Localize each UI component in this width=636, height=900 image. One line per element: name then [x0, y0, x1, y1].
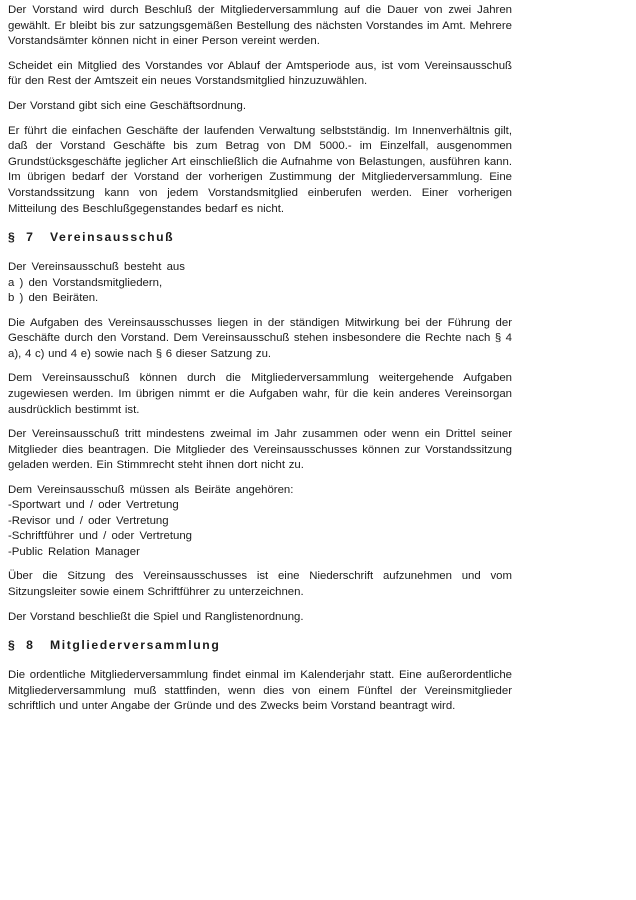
paragraph-weitergehende-aufgaben: Dem Vereinsausschuß können durch die Mitgliederversammlung weitergehende Aufgaben zugewiesen werden. Im übrigen nimmt er die Aufgaben wahr, für die kein anderes Vereinsorgan ausdrücklich bestimmt ist. — [8, 372, 512, 416]
list-line: -Sportwart und / oder Vertretung — [8, 499, 179, 512]
list-line: -Public Relation Manager — [8, 545, 140, 558]
section-number: § 8 — [8, 638, 34, 653]
list-line: -Revisor und / oder Vertretung — [8, 514, 169, 527]
paragraph-aufgaben-vereinsausschuss: Die Aufgaben des Vereinsausschusses liegen in der ständigen Mitwirkung bei der Führung der Geschäfte durch den Vorstand. Dem Vereinsausschuß stehen insbesondere die Rechte nach § 4 a), 4 c) und 4 e) sowie nach § 6 dieser Satzung zu. — [8, 316, 512, 360]
list-line: -Schriftführer und / oder Vertretung — [8, 530, 193, 543]
list-vereinsausschuss-besteht — [8, 260, 512, 307]
paragraph-vorstand-ausscheiden: Scheidet ein Mitglied des Vorstandes vor Ablauf der Amtsperiode aus, ist vom Vereinsausschuß für den Rest der Amtszeit ein neues Vorstandsmitglied hinzuzuwählen. — [8, 59, 512, 88]
list-line: a ) den Vorstandsmitgliedern, — [8, 276, 163, 289]
section-number: § 7 — [8, 230, 34, 245]
list-line: b ) den Beiräten. — [8, 292, 99, 305]
paragraph-mitgliederversammlung: Die ordentliche Mitgliederversammlung findet einmal im Kalenderjahr statt. Eine außerordentliche Mitgliederversammlung muß stattfinden, wenn dies von einem Fünftel der Vereinsmitglieder schriftlich und unter Angabe der Gründe und des Zwecks beim Vorstand beantragt wird. — [8, 669, 512, 713]
paragraph-laufende-verwaltung: Er führt die einfachen Geschäfte der laufenden Verwaltung selbstständig. Im Innenverhältnis gilt, daß der Vorstand Geschäfte bis zum Betrag von DM 5000.- im Einzelfall, ausgenommen Grundstücksgeschäfte jeglicher Art einschließlich die Aufnahme von Belastungen, ausführen kann. Im übrigen bedarf der Vorstand der vorherigen Zustimmung der Mitgliederversammlung. Eine Vorstandssitzung kann von jedem Vorstandsmitglied einberufen werden. Einer vorherigen Mitteilung des Beschlußgegenstandes bedarf es nicht. — [8, 124, 512, 215]
paragraph-geschaeftsordnung: Der Vorstand gibt sich eine Geschäftsordnung. — [8, 99, 247, 112]
section-heading-7 — [8, 230, 512, 244]
list-line: Der Vereinsausschuß besteht aus — [8, 261, 185, 274]
section-title: Mitgliederversammlung — [49, 638, 221, 653]
list-beiraete — [8, 483, 512, 561]
paragraph-spielordnung: Der Vorstand beschließt die Spiel und Ranglistenordnung. — [8, 610, 304, 623]
section-heading-8 — [8, 638, 512, 652]
paragraph-niederschrift: Über die Sitzung des Vereinsausschusses ist eine Niederschrift aufzunehmen und vom Sitzungsleiter sowie einem Schriftführer zu unterzeichnen. — [8, 570, 512, 599]
list-line: Dem Vereinsausschuß müssen als Beiräte angehören: — [8, 483, 294, 496]
paragraph-vorstand-wahl: Der Vorstand wird durch Beschluß der Mitgliederversammlung auf die Dauer von zwei Jahren gewählt. Er bleibt bis zur satzungsgemäßen Bestellung des nächsten Vorstandes im Amt. Mehrere Vorstandsämter können nicht in einer Person vereint werden. — [8, 4, 512, 48]
paragraph-zusammentritt: Der Vereinsausschuß tritt mindestens zweimal im Jahr zusammen oder wenn ein Drittel seiner Mitglieder dies beantragen. Die Mitglieder des Vereinsausschusses können zur Vorstandssitzung geladen werden. Ein Stimmrecht steht ihnen dort nicht zu. — [8, 428, 512, 472]
section-title: Vereinsausschuß — [49, 230, 175, 245]
